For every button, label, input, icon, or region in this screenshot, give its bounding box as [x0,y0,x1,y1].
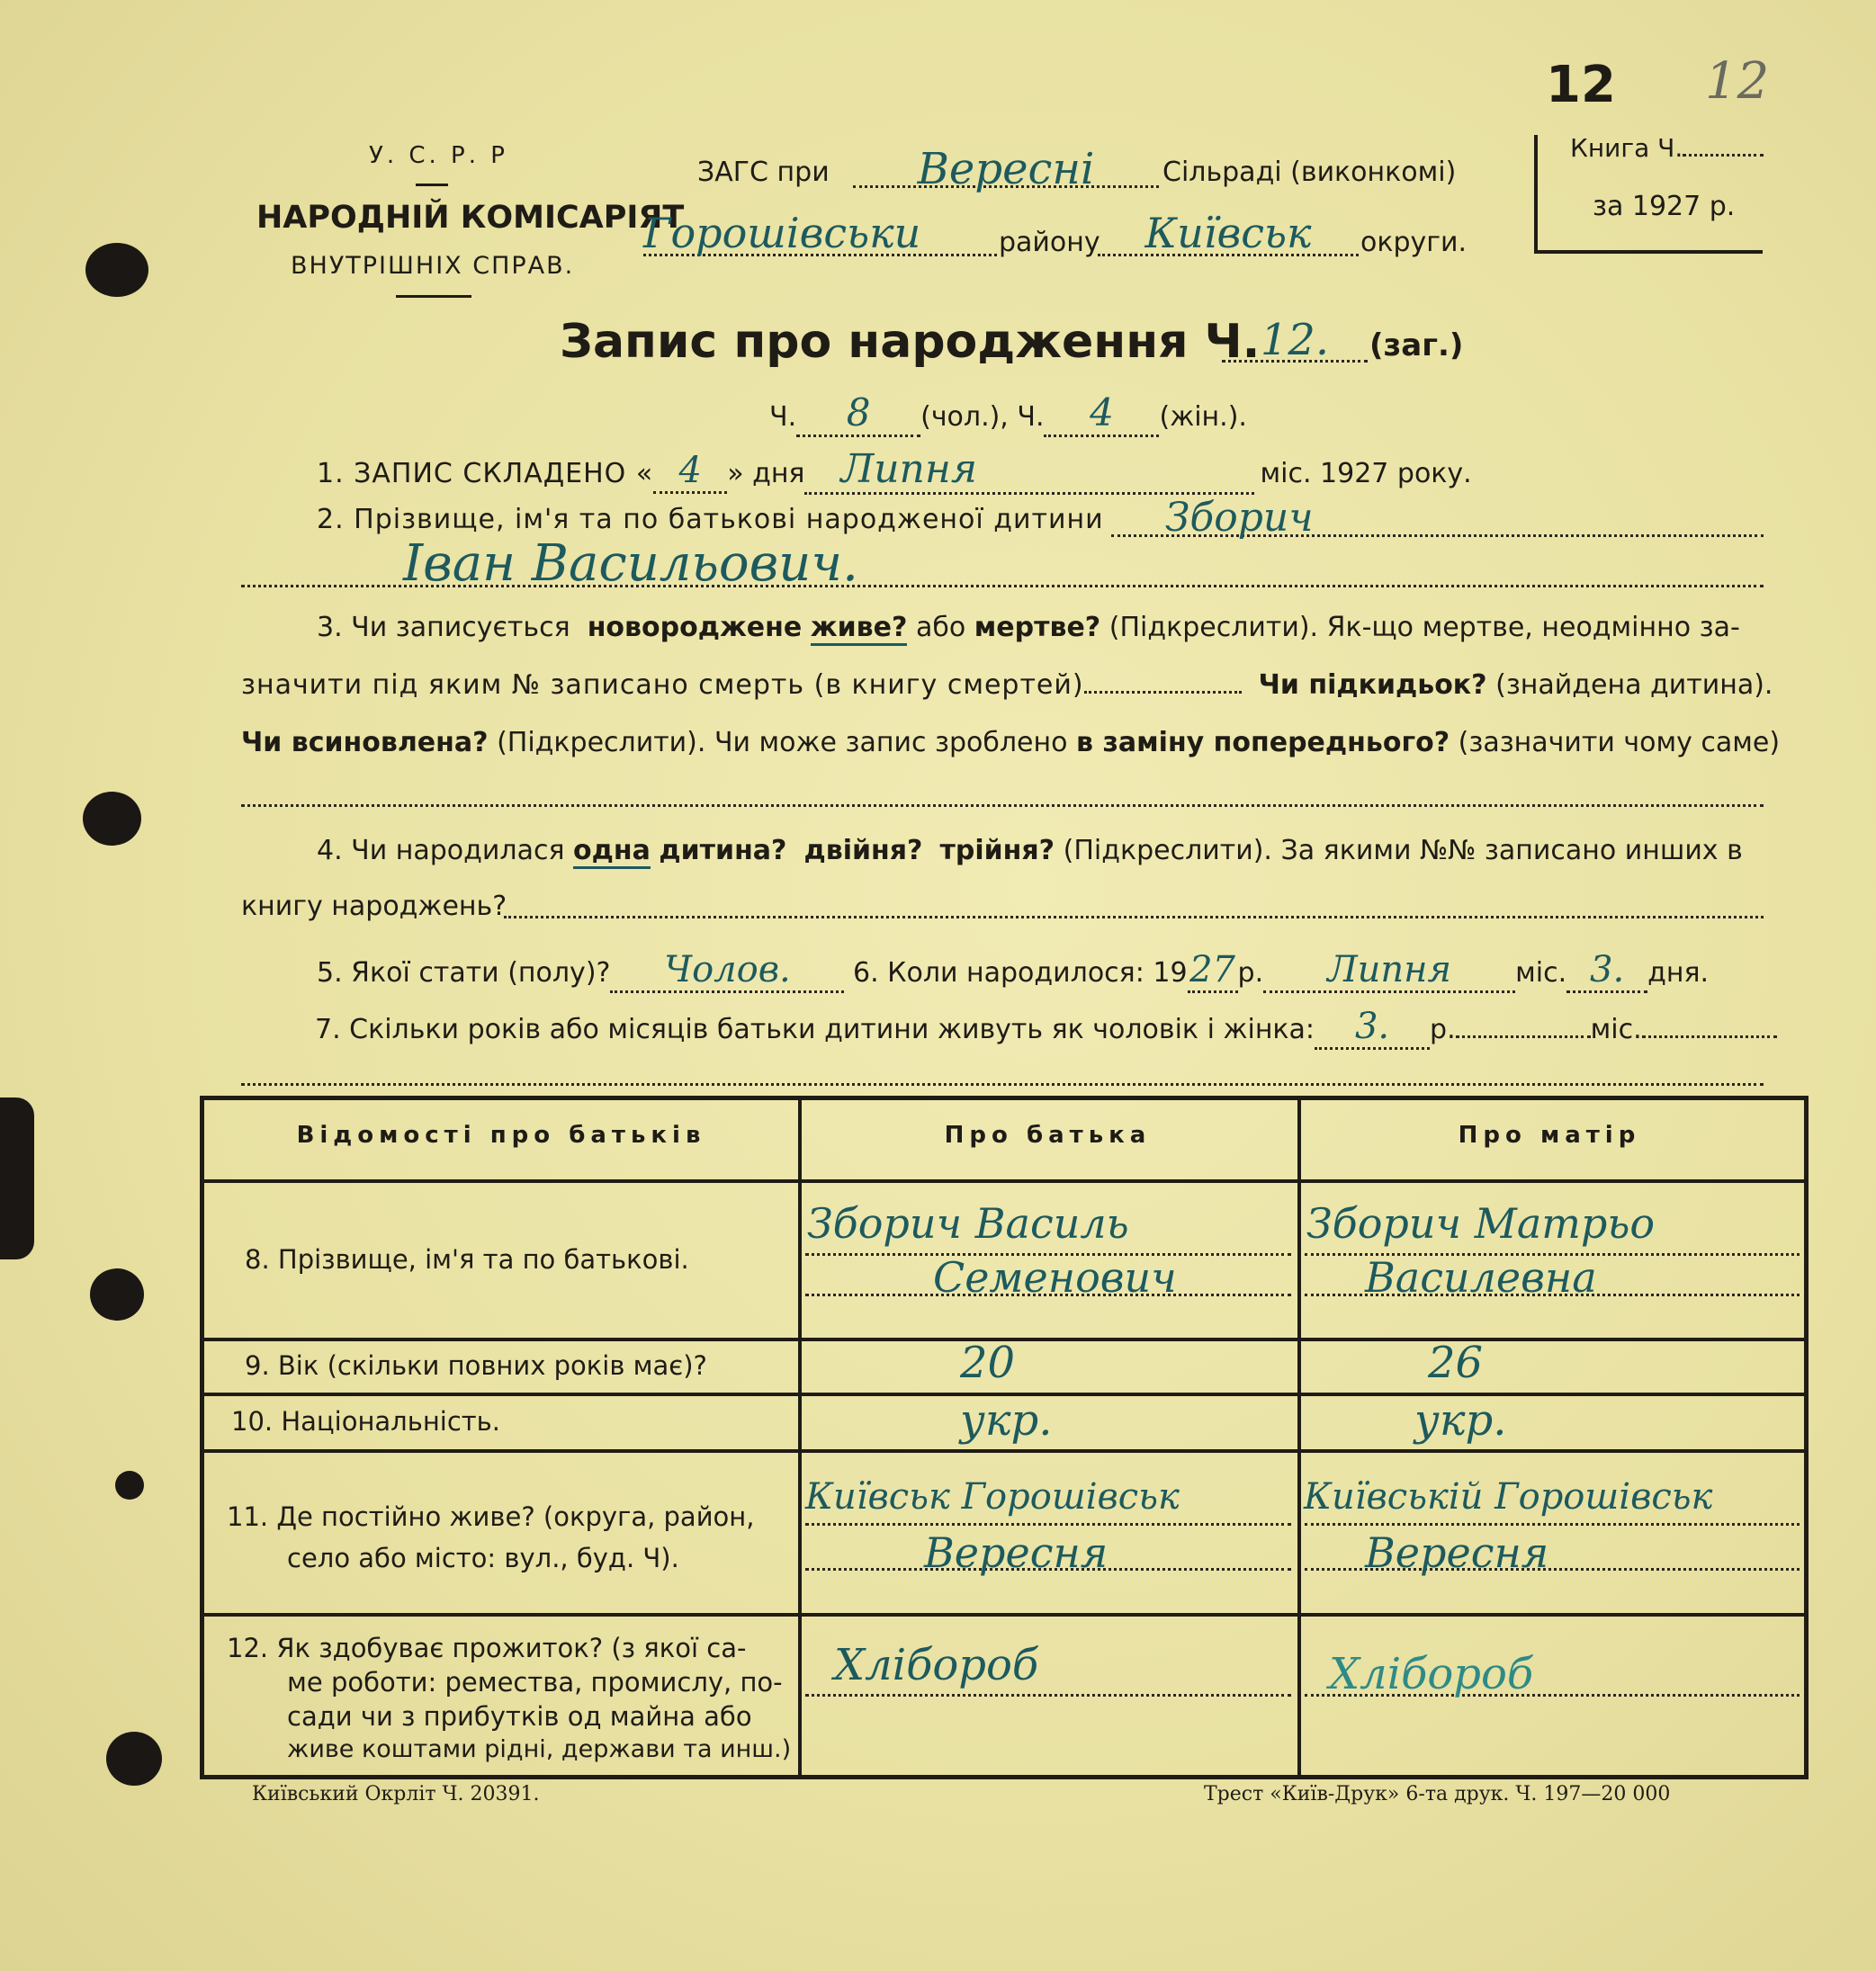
page-title: Запис про народження Ч. [560,315,1261,369]
zags-okrug: Київськ [1144,209,1312,257]
father-name-2: Семенович [933,1253,1177,1302]
q1-month: Липня [804,446,1254,495]
q5-value: Чолов. [610,949,844,993]
q4-line-2: книгу народжень? [241,891,507,922]
q6-year: 27 [1188,949,1238,993]
q7-years: 3. [1315,1006,1430,1050]
q6-month: Липня [1263,949,1515,993]
row-8-label: 8. Прізвище, ім'я та по батькові. [245,1244,689,1275]
q4-line-1: 4. Чи народилася одна дитина? двійня? трійня? (Підкреслити). За якими №№ записано инших в [317,835,1743,866]
republic: У. С. Р. Р [369,142,508,169]
mother-nationality: укр. [1414,1395,1507,1446]
q7-line: 7. Скільки років або місяців батьки дитини живуть як чоловік і жінка: 3. р. міс. [315,1006,1777,1050]
q2-name-field [241,534,1764,593]
q5-q6-line: 5. Якої стати (полу)? Чолов. 6. Коли народилося: 1927р. Липня міс. 3. дня. [317,949,1709,993]
q2-surname: Зборич [1165,495,1314,541]
q3-line-3: Чи всиновлена? (Підкреслити). Чи може запис зроблено в заміну попереднього? (зазначити чому саме) [241,727,1781,758]
row-12-label-2: ме роботи: ремества, промислу, по- [287,1667,783,1698]
zags-district-field [643,209,997,256]
q3-line-1: 3. Чи записується новороджене живе? або мертве? (Підкреслити). Як-що мертве, неодмінно за- [317,612,1740,643]
father-name-1: Зборич Василь [807,1199,1129,1248]
mother-name-1: Зборич Матрьо [1306,1199,1656,1248]
footer-right: Трест «Київ-Друк» 6-та друк. Ч. 197—20 000 [1204,1783,1671,1805]
zags-council: Сільраді (виконкомі) [1162,157,1457,188]
father-nationality: укр. [960,1395,1053,1446]
mother-age: 26 [1428,1338,1484,1388]
punch-hole [85,243,148,297]
header-father: Про батька [944,1122,1152,1149]
book-year: за 1927 р. [1593,191,1736,222]
row-11-label-1: 11. Де постійно живе? (округа, район, [227,1501,755,1532]
single-underlined: одна [573,835,651,869]
divider [416,184,448,186]
stamp-number: 12 [1546,56,1616,114]
punch-hole [83,792,141,846]
mother-residence-1: Київській Горошівськ [1304,1476,1713,1518]
q2-name: Іван Васильович. [403,534,858,593]
q6-day: 3. [1566,949,1647,993]
q2-label: 2. Прізвище, ім'я та по батькові народженої дитини [317,504,1104,535]
row-12-label-4: живе коштами рідні, держави та инш.) [287,1735,792,1763]
mother-residence-2: Вересня [1365,1528,1549,1577]
mother-name-2: Василевна [1365,1253,1597,1302]
male-count: 8 [796,390,920,437]
father-occupation: Хлібороб [834,1640,1039,1690]
row-12-label-3: сади чи з прибутків од майна або [287,1701,752,1732]
row-11-label-2: село або місто: вул., буд. Ч). [287,1543,679,1573]
title-suffix: (заг.) [1369,327,1464,363]
alive-underlined: живе? [811,612,908,646]
q4-blank [504,885,1764,918]
punch-hole [115,1471,144,1500]
zags-village: Вересні [917,144,1095,194]
zags-district-label: району [999,227,1100,258]
record-number-field [1222,315,1368,363]
row-12-label-1: 12. Як здобуває прожиток? (з якої са- [227,1633,747,1663]
header-mother: Про матір [1458,1122,1641,1149]
mother-occupation: Хлібороб [1329,1649,1534,1699]
punch-hole [90,1268,144,1321]
zags-okrug-label: округи. [1360,227,1468,258]
zags-district: Горошівськи [643,209,921,257]
father-age: 20 [960,1338,1016,1388]
footer-left: Київський Окрліт Ч. 20391. [252,1783,540,1805]
department: ВНУТРІШНІХ СПРАВ. [291,252,575,280]
q1-day: 4 [653,450,727,494]
q3-blank [241,774,1764,807]
q3-line-2: значити під яким № записано смерть (в книгу смертей) Чи підкидьок? (знайдена дитина). [241,669,1773,701]
zags-prefix: ЗАГС при [697,157,830,188]
zags-okrug-field [1098,209,1359,256]
female-count: 4 [1044,390,1159,437]
punch-hole [0,1097,34,1259]
commissariat: НАРОДНІЙ КОМІСАРІЯТ [256,200,685,236]
punch-hole [106,1732,162,1786]
father-residence-1: Київськ Горошівськ [805,1476,1180,1518]
q1-line: 1. ЗАПИС СКЛАДЕНО « 4 » дня Липня міс. 1927 року. [317,446,1472,495]
father-residence-2: Вересня [924,1528,1109,1577]
pencil-note: 12 [1705,52,1770,111]
record-number: 12. [1260,315,1330,365]
q2-surname-field [1111,495,1764,541]
row-9-label: 9. Вік (скільки повних років має)? [245,1350,707,1381]
zags-village-field [853,144,1159,194]
header-parents-info: Відомості про батьків [296,1122,706,1149]
q7-blank [241,1053,1764,1086]
counts-line: Ч. 8 (чол.), Ч. 4 (жін.). [769,390,1247,437]
parents-table [200,1096,1809,1779]
row-10-label: 10. Національність. [231,1406,500,1437]
book-number-label: Книга Ч. [1570,133,1764,163]
divider [396,295,471,298]
